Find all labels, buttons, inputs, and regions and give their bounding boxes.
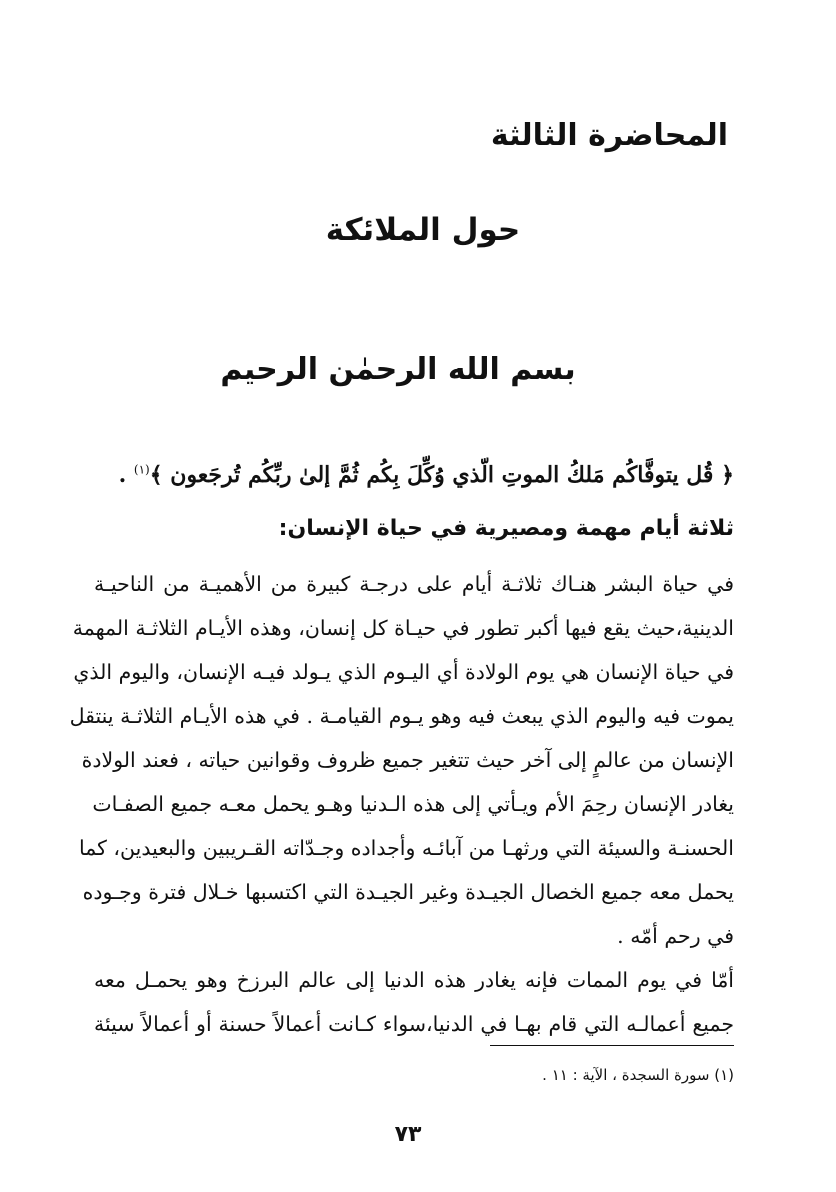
paragraph-line: جميع أعمالـه التي قام بهـا في الدنيا،سواء كـانت أعمالاً حسنة أو أعمالاً سيئة [94, 1012, 734, 1036]
paragraph-line: الدينية،حيث يقع فيها أكبر تطور في حيـاة كل إنسان، وهذه الأيـام الثلاثـة المهمة [72, 616, 734, 640]
page-number: ٧٣ [394, 1122, 422, 1147]
lecture-title: المحاضرة الثالثة [490, 118, 728, 153]
footnote-reference: (١) [133, 462, 150, 477]
paragraph-line: في حياة البشر هنـاك ثلاثـة أيام على درجـة كبيرة من الأهميـة من الناحيـة [94, 572, 734, 596]
paragraph-line: في رحم أمّه . [617, 924, 734, 948]
footnote-divider [490, 1045, 734, 1046]
verse-text: ﴿ قُل يتوفَّاكُم مَلكُ الموتِ الّذي وُكِّلَ بِكُم ثُمَّ إلىٰ ربِّكُم تُرجَعون ﴾ [149, 462, 734, 488]
basmala-heading: بسم الله الرحمٰن الرحيم [220, 352, 576, 387]
body-paragraph [69, 562, 734, 958]
quran-verse [119, 462, 734, 488]
paragraph-line: يموت فيه واليوم الذي يبعث فيه وهو يـوم القيامـة . في هذه الأيـام الثلاثـة ينتقل [69, 704, 734, 728]
paragraph-line: الإنسان من عالمٍ إلى آخر حيث تتغير جميع ظروف وقوانين حياته ، فعند الولادة [81, 748, 734, 772]
footnote: (١) سورة السجدة ، الآية : ١١ . [542, 1066, 734, 1084]
verse-end-mark: . [118, 462, 127, 488]
body-paragraph [94, 958, 734, 1046]
paragraph-line: أمّا في يوم الممات فإنه يغادر هذه الدنيا إلى عالم البرزخ وهو يحمـل معه [94, 968, 734, 992]
paragraph-line: في حياة الإنسان هي يوم الولادة أي اليـوم الذي يـولد فيـه الإنسان، واليوم الذي [73, 660, 734, 684]
paragraph-line: الحسنـة والسيئة التي ورثهـا من آبائـه وأجداده وجـدّاته القـريبين والبعيدين، كما [79, 836, 734, 860]
paragraph-line: يغادر الإنسان رحِمَ الأم ويـأتي إلى هذه الـدنيا وهـو يحمل معـه جميع الصفـات [92, 792, 734, 816]
paragraph-line: يحمل معه جميع الخصال الجيـدة وغير الجيـدة التي اكتسبها خـلال فترة وجـوده [82, 880, 734, 904]
chapter-title: حول الملائكة [325, 212, 521, 248]
section-heading: ثلاثة أيام مهمة ومصيرية في حياة الإنسان: [278, 516, 734, 541]
